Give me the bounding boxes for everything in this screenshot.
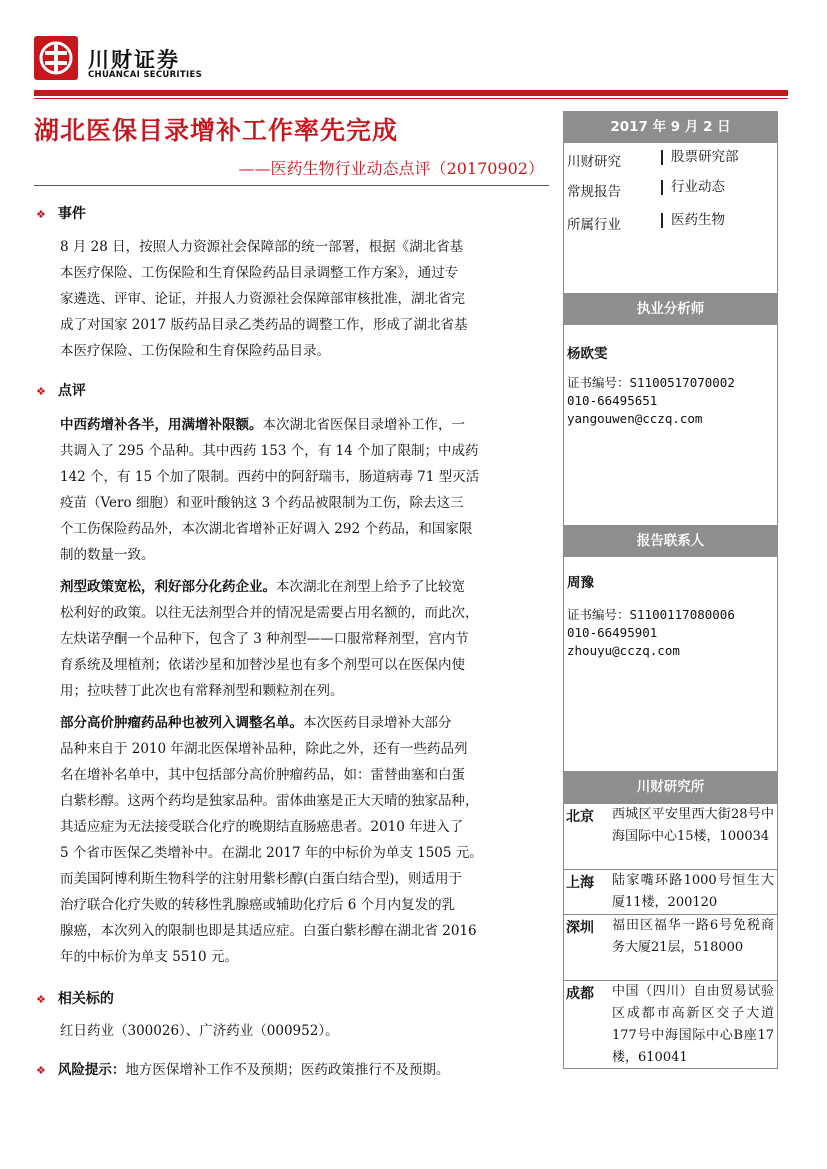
title-divider bbox=[34, 185, 549, 186]
paragraph-lead: 部分高价肿瘤药品种也被列入调整名单。 bbox=[60, 715, 303, 731]
contact-name: 周豫 bbox=[567, 575, 594, 591]
meta-value: 医药生物 bbox=[661, 213, 725, 228]
comment-paragraph-2: 剂型政策宽松，利好部分化药企业。本次湖北在剂型上给予了比较宽 松利好的政策。以往无法剂型合并的情况是需要占用名额的，而此次， 左炔诺孕酮一个品种下，包含了 3 种剂型——口服常释剂型，宫内节 育系统及埋植剂；依诺沙星和加替沙星也有多个剂型可以在医保内使 用；拉呋替丁此次也有常释剂型和颗粒剂在列。 bbox=[60, 579, 479, 699]
brand-name-en: CHUANCAI SECURITIES bbox=[88, 70, 202, 80]
targets-paragraph: 红日药业（300026）、广济药业（000952）。 bbox=[60, 1023, 339, 1039]
section-heading-event: ❖ 事件 bbox=[36, 206, 86, 222]
contact-cert: 证书编号：S1100117080006 bbox=[567, 607, 735, 622]
diamond-bullet-icon: ❖ bbox=[36, 385, 46, 398]
meta-key: 川财研究 bbox=[567, 154, 621, 170]
paragraph-lead: 中西药增补各半，用满增补限额。 bbox=[60, 417, 263, 433]
meta-value: 行业动态 bbox=[661, 180, 725, 195]
brand-name-cn: 川财证券 bbox=[88, 48, 180, 72]
contact-heading: 报告联系人 bbox=[563, 525, 778, 557]
report-subtitle: ——医药生物行业动态点评（20170902） bbox=[238, 159, 544, 178]
meta-value: 股票研究部 bbox=[661, 150, 739, 165]
comment-paragraph-1: 中西药增补各半，用满增补限额。本次湖北省医保目录增补工作，一 共调入了 295 个品种。其中西药 153 个，有 14 个加了限制；中成药 142 个，有 15 个加了限制。西药中的阿舒瑞韦，肠道病毒 71 型灭活 疫苗（Vero 细胞）和亚叶酸钠这 3 个药品被限制为工伤，除去这三 个工伤保险药品外，本次湖北省增补正好调入 292 个药品，和国家限 制的数量一致。 bbox=[60, 417, 480, 563]
diamond-bullet-icon: ❖ bbox=[36, 208, 46, 221]
contact-phone: 010-66495901 bbox=[567, 625, 658, 640]
meta-key: 常规报告 bbox=[567, 184, 621, 200]
report-date: 2017 年 9 月 2 日 bbox=[563, 111, 778, 143]
contact-email[interactable]: zhouyu@cczq.com bbox=[567, 643, 680, 658]
event-paragraph: 8 月 28 日，按照人力资源社会保障部的统一部署，根据《湖北省基 本医疗保险、工伤保险和生育保险药品目录调整工作方案》，通过专 家遴选、评审、论证，并报人力资源社会保障部审核批准，湖北省完 成了对国家 2017 版药品目录乙类药品的调整工作，形成了湖北省基 本医疗保险、工伤保险和生育保险药品目录。 bbox=[60, 239, 468, 359]
office-city-beijing: 北京 bbox=[566, 809, 594, 825]
office-city-shanghai: 上海 bbox=[566, 875, 594, 891]
header-thin-rule bbox=[34, 98, 788, 99]
comment-paragraph-3: 部分高价肿瘤药品种也被列入调整名单。本次医药目录增补大部分 品种来自于 2010 年湖北医保增补品种，除此之外，还有一些药品列 名在增补名单中，其中包括部分高价肿瘤药品，如：雷替曲塞和白蛋 白紫杉醇。这两个药均是独家品种。雷体曲塞是正大天晴的独家品种， 其适应症为无法接受联合化疗的晚期结直肠癌患者。2010 年进入了 5 个省市医保乙类增补中。在湖北 2017 年的中标价为单支 1505 元。 而美国阿博利斯生物科学的注射用紫杉醇(白蛋白结合型)，则适用于 治疗联合化疗失败的转移性乳腺癌或辅助化疗后 6 个月内复发的乳 腺癌，本次列入的限制也即是其适应症。白蛋白紫杉醇在湖北省 2016 年的中标价为单支 5510 元。 bbox=[60, 715, 483, 965]
diamond-bullet-icon: ❖ bbox=[36, 1064, 46, 1077]
office-address-chengdu: 中国（四川）自由贸易试验区成都市高新区交子大道177号中海国际中心B座17楼，610041 bbox=[612, 984, 774, 1065]
analyst-email[interactable]: yangouwen@cczq.com bbox=[567, 411, 703, 426]
chuancai-logo-icon bbox=[38, 40, 74, 76]
risk-warning bbox=[36, 1058, 551, 1078]
section-heading-comment: ❖ 点评 bbox=[36, 383, 86, 399]
office-address-beijing: 西城区平安里西大街28号中海国际中心15楼，100034 bbox=[612, 807, 774, 844]
header-red-bar bbox=[34, 90, 788, 96]
company-logo bbox=[34, 36, 78, 80]
diamond-bullet-icon: ❖ bbox=[36, 993, 46, 1006]
analyst-phone: 010-66495651 bbox=[567, 393, 658, 408]
meta-key: 所属行业 bbox=[567, 217, 621, 233]
institute-heading: 川财研究所 bbox=[563, 771, 778, 803]
paragraph-lead: 剂型政策宽松，利好部分化药企业。 bbox=[60, 579, 276, 595]
office-address-shanghai: 陆家嘴环路1000号恒生大厦11楼，200120 bbox=[612, 873, 774, 910]
risk-text: 地方医保增补工作不及预期；医药政策推行不及预期。 bbox=[125, 1062, 450, 1078]
section-heading-targets: ❖ 相关标的 bbox=[36, 991, 114, 1007]
analyst-name: 杨欧雯 bbox=[567, 346, 608, 362]
analyst-heading: 执业分析师 bbox=[563, 293, 778, 325]
office-address-shenzhen: 福田区福华一路6号免税商务大厦21层，518000 bbox=[612, 918, 774, 955]
report-title: 湖北医保目录增补工作率先完成 bbox=[34, 116, 399, 145]
office-city-chengdu: 成都 bbox=[566, 986, 594, 1002]
office-city-shenzhen: 深圳 bbox=[566, 920, 594, 936]
analyst-cert: 证书编号：S1100517070002 bbox=[567, 375, 735, 390]
risk-label: 风险提示： bbox=[57, 1062, 126, 1078]
